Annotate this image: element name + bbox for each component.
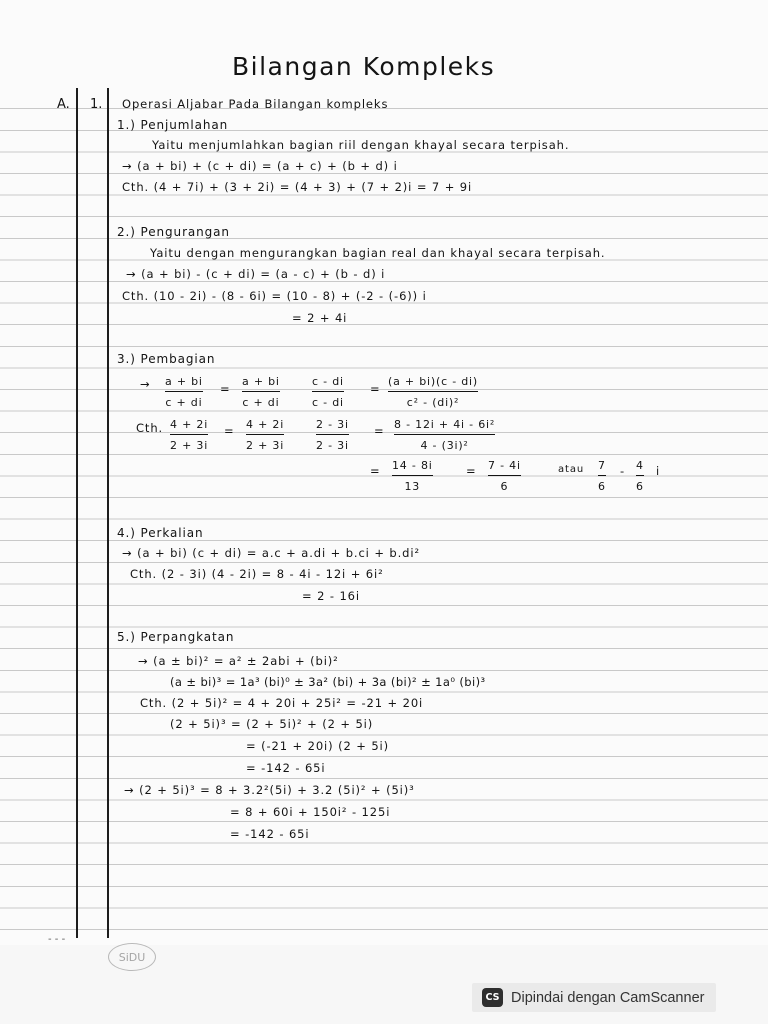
- pembagian-fraction-4: [388, 375, 478, 409]
- fraction-denominator: 6: [500, 480, 509, 494]
- fraction-numerator: 4: [636, 459, 644, 472]
- result-fraction-2: [488, 459, 521, 493]
- fraction-denominator: 4 - (3i)²: [420, 439, 469, 453]
- pembagian-fraction-2: [242, 375, 280, 409]
- fraction-numerator: 7 - 4i: [488, 459, 521, 472]
- pengurangan-description: Yaitu dengan mengurangkan bagian real dan khayal secara terpisah.: [150, 246, 606, 260]
- perkalian-example: Cth. (2 - 3i) (4 - 2i) = 8 - 4i - 12i + 6i²: [130, 567, 384, 581]
- equals-sign: =: [374, 424, 385, 438]
- fraction-numerator: c - di: [312, 375, 344, 388]
- fraction-denominator: c² - (di)²: [406, 396, 460, 410]
- fraction-denominator: c - di: [312, 396, 344, 410]
- fraction-denominator: 13: [404, 480, 421, 494]
- pembagian-heading: 3.) Pembagian: [117, 352, 216, 366]
- equals-sign: =: [466, 464, 477, 478]
- perpangkatan-line-2: (a ± bi)³ = 1a³ (bi)⁰ ± 3a² (bi) + 3a (bi)² ± 1a⁰ (bi)³: [170, 675, 486, 689]
- fraction-numerator: a + bi: [165, 375, 203, 388]
- result-fraction-4: [636, 459, 644, 493]
- penjumlahan-description: Yaitu menjumlahkan bagian riil dengan khayal secara terpisah.: [152, 138, 570, 152]
- fraction-bar: [170, 434, 208, 435]
- fraction-bar: [165, 391, 203, 392]
- item-number: 1.: [90, 97, 103, 112]
- perpangkatan-line-1: → (a ± bi)² = a² ± 2abi + (bi)²: [138, 654, 339, 668]
- fraction-numerator: 2 - 3i: [316, 418, 349, 431]
- perpangkatan-line-4: (2 + 5i)³ = (2 + 5i)² + (2 + 5i): [170, 717, 374, 731]
- pembagian-example-label: Cth.: [136, 421, 164, 435]
- perpangkatan-heading: 5.) Perpangkatan: [117, 630, 235, 644]
- example-fraction-2: [246, 418, 284, 452]
- fraction-denominator: 6: [598, 480, 606, 494]
- perpangkatan-line-8: = 8 + 60i + 150i² - 125i: [230, 805, 391, 819]
- result-fraction-1: [392, 459, 433, 493]
- equals-sign: =: [224, 424, 235, 438]
- fraction-numerator: 7: [598, 459, 606, 472]
- fraction-denominator: c + di: [165, 396, 203, 410]
- example-fraction-3: [316, 418, 349, 452]
- penjumlahan-heading: 1.) Penjumlahan: [117, 118, 229, 132]
- pembagian-fraction-3: [312, 375, 344, 409]
- perpangkatan-line-7: → (2 + 5i)³ = 8 + 3.2²(5i) + 3.2 (5i)² + (5i)³: [124, 783, 415, 797]
- perkalian-formula: → (a + bi) (c + di) = a.c + a.di + b.ci + b.di²: [122, 546, 420, 560]
- fraction-bar: [488, 475, 521, 476]
- camscanner-watermark: [472, 983, 716, 1012]
- equals-sign: =: [370, 464, 381, 478]
- penjumlahan-formula: → (a + bi) + (c + di) = (a + c) + (b + d) i: [122, 159, 398, 173]
- watermark-text: Dipindai dengan CamScanner: [511, 989, 705, 1006]
- fraction-numerator: 4 + 2i: [170, 418, 209, 431]
- fraction-numerator: 8 - 12i + 4i - 6i²: [394, 418, 496, 431]
- fraction-denominator: 6: [636, 480, 644, 494]
- fraction-bar: [392, 475, 433, 476]
- fraction-bar: [636, 475, 644, 476]
- pembagian-arrow: →: [140, 377, 151, 391]
- equals-sign: =: [220, 382, 231, 396]
- fraction-denominator: 2 + 3i: [170, 439, 209, 453]
- fraction-bar: [394, 434, 495, 435]
- section-label: A.: [57, 97, 70, 112]
- minus-sign: -: [620, 464, 626, 478]
- perkalian-heading: 4.) Perkalian: [117, 526, 204, 540]
- perpangkatan-line-9: = -142 - 65i: [230, 827, 310, 841]
- fraction-bar: [242, 391, 280, 392]
- fraction-numerator: 4 + 2i: [246, 418, 285, 431]
- example-fraction-1: [170, 418, 208, 452]
- fraction-bar: [312, 391, 344, 392]
- fraction-numerator: 14 - 8i: [392, 459, 433, 472]
- pembagian-fraction-1: [165, 375, 203, 409]
- perpangkatan-line-5: = (-21 + 20i) (2 + 5i): [246, 739, 390, 753]
- fraction-bar: [316, 434, 349, 435]
- pengurangan-example: Cth. (10 - 2i) - (8 - 6i) = (10 - 8) + (-2 - (-6)) i: [122, 289, 427, 303]
- pengurangan-result: = 2 + 4i: [292, 311, 348, 325]
- imaginary-unit: i: [656, 464, 661, 478]
- fraction-bar: [246, 434, 284, 435]
- margin-line-right: [107, 88, 109, 938]
- perpangkatan-line-6: = -142 - 65i: [246, 761, 326, 775]
- pengurangan-formula: → (a + bi) - (c + di) = (a - c) + (b - d) i: [126, 267, 386, 281]
- fraction-denominator: 2 - 3i: [316, 439, 349, 453]
- fraction-bar: [598, 475, 606, 476]
- pengurangan-heading: 2.) Pengurangan: [117, 225, 230, 239]
- notebook-brand-logo: SiDU: [108, 943, 156, 971]
- camscanner-icon: CS: [482, 988, 503, 1007]
- page-title: Bilangan Kompleks: [232, 52, 496, 81]
- penjumlahan-example: Cth. (4 + 7i) + (3 + 2i) = (4 + 3) + (7 + 2)i = 7 + 9i: [122, 180, 473, 194]
- equals-sign: =: [370, 382, 381, 396]
- perkalian-result: = 2 - 16i: [302, 589, 360, 603]
- fraction-denominator: c + di: [242, 396, 280, 410]
- atau-word: atau: [558, 464, 585, 475]
- fraction-bar: [388, 391, 478, 392]
- fraction-numerator: a + bi: [242, 375, 280, 388]
- corner-dots: - - -: [48, 934, 66, 945]
- example-fraction-4: [394, 418, 495, 452]
- margin-line-left: [76, 88, 78, 938]
- fraction-denominator: 2 + 3i: [246, 439, 285, 453]
- result-fraction-3: [598, 459, 606, 493]
- perpangkatan-line-3: Cth. (2 + 5i)² = 4 + 20i + 25i² = -21 + 20i: [140, 696, 424, 710]
- fraction-numerator: (a + bi)(c - di): [388, 375, 479, 388]
- intro-line: Operasi Aljabar Pada Bilangan kompleks: [122, 97, 389, 111]
